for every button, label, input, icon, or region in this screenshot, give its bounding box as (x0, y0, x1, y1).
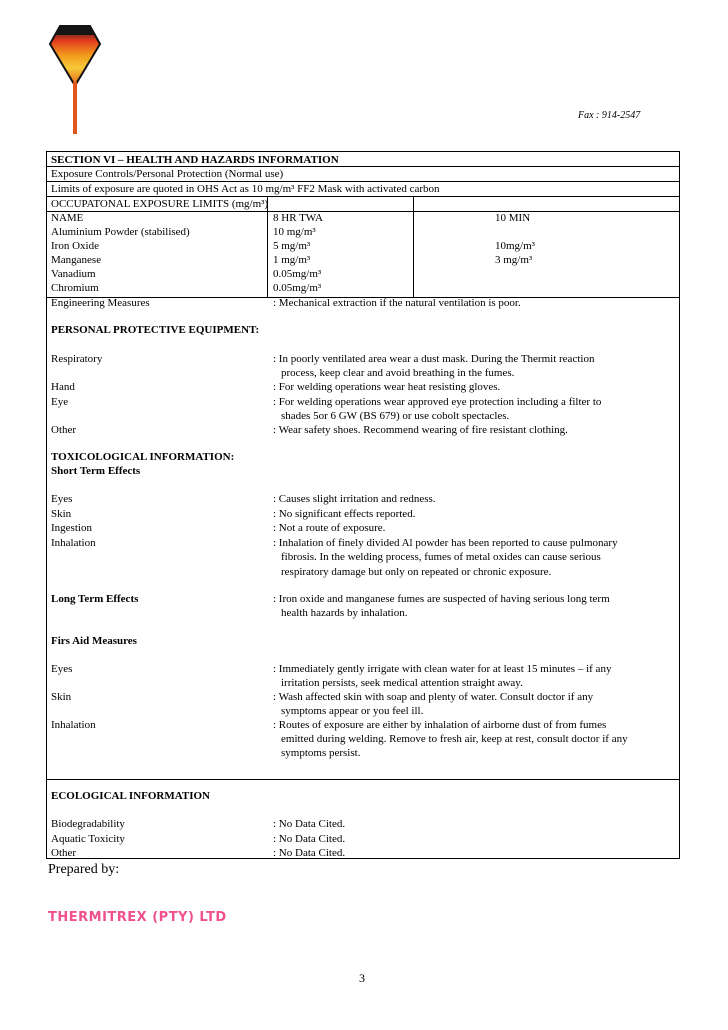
table-cell: 0.05mg/m³ (273, 282, 322, 294)
table-header: 8 HR TWA (273, 212, 323, 224)
respiratory-label: Respiratory (51, 353, 103, 365)
tox-inhalation-text: respiratory damage but only on repeated or chronic exposure. (281, 566, 552, 578)
tox-skin-text: : No significant effects reported. (273, 508, 416, 520)
health-hazards-section (46, 151, 680, 859)
first-aid-skin-label: Skin (51, 691, 72, 703)
fax-number: Fax : 914-2547 (578, 110, 641, 121)
tox-ingestion-label: Ingestion (51, 522, 92, 534)
table-column-divider (267, 196, 268, 297)
company-name: THERMITREX (PTY) LTD (48, 910, 227, 925)
first-aid-title: Firs Aid Measures (51, 635, 137, 647)
first-aid-inhalation-label: Inhalation (51, 719, 96, 731)
eco-other-value: : No Data Cited. (273, 847, 346, 859)
first-aid-skin-text: : Wash affected skin with soap and plenty of water. Consult doctor if any (273, 691, 594, 703)
tox-inhalation-text: : Inhalation of finely divided Al powder has been reported to cause pulmonary (273, 537, 618, 549)
first-aid-inhalation-text: : Routes of exposure are either by inhalation of airborne dust of from fumes (273, 719, 607, 731)
first-aid-eyes-text: : Immediately gently irrigate with clean water for at least 15 minutes – if any (273, 663, 612, 675)
page-number: 3 (359, 971, 365, 985)
table-cell: Manganese (51, 254, 102, 266)
section-title: SECTION VI – HEALTH AND HAZARDS INFORMATION (51, 154, 339, 166)
tox-ingestion-text: : Not a route of exposure. (273, 522, 386, 534)
first-aid-inhalation-text: emitted during welding. Remove to fresh air, keep at rest, consult doctor if any (281, 733, 628, 745)
exposure-controls: Exposure Controls/Personal Protection (Normal use) (51, 168, 284, 180)
biodeg-label: Biodegradability (51, 818, 125, 830)
table-cell: Chromium (51, 282, 99, 294)
tox-inhalation-text: fibrosis. In the welding process, fumes of metal oxides can cause serious (281, 551, 601, 563)
first-aid-skin-text: symptoms appear or you feel ill. (281, 705, 424, 717)
table-header: NAME (51, 212, 84, 224)
respiratory-text: process, keep clear and avoid breathing in the fumes. (281, 367, 515, 379)
table-cell: 5 mg/m³ (273, 240, 311, 252)
engineering-value: : Mechanical extraction if the natural ventilation is poor. (273, 297, 521, 309)
table-cell: 10mg/m³ (495, 240, 535, 252)
engineering-label: Engineering Measures (51, 297, 150, 309)
short-term-title: Short Term Effects (51, 465, 141, 477)
long-term-text: : Iron oxide and manganese fumes are suspected of having serious long term (273, 593, 610, 605)
table-cell: Aluminium Powder (stabilised) (51, 226, 190, 238)
table-header: 10 MIN (495, 212, 531, 224)
biodeg-value: : No Data Cited. (273, 818, 346, 830)
tox-skin-label: Skin (51, 508, 72, 520)
divider (47, 779, 679, 780)
eco-title: ECOLOGICAL INFORMATION (51, 790, 211, 802)
first-aid-eyes-label: Eyes (51, 663, 73, 675)
occupational-title: OCCUPATONAL EXPOSURE LIMITS (mg/m³) (51, 198, 269, 210)
respiratory-text: : In poorly ventilated area wear a dust mask. During the Thermit reaction (273, 353, 595, 365)
table-cell: Vanadium (51, 268, 96, 280)
table-cell: 3 mg/m³ (495, 254, 533, 266)
tox-eyes-label: Eyes (51, 493, 73, 505)
table-cell: Iron Oxide (51, 240, 99, 252)
crucible-logo-icon (40, 22, 110, 138)
eye-label: Eye (51, 396, 69, 408)
table-cell: 10 mg/m³ (273, 226, 316, 238)
eye-text: shades 5or 6 GW (BS 679) or use cobolt spectacles. (281, 410, 510, 422)
hand-label: Hand (51, 381, 75, 393)
tox-inhalation-label: Inhalation (51, 537, 96, 549)
divider (47, 211, 679, 212)
long-term-title: Long Term Effects (51, 593, 139, 605)
tox-title: TOXICOLOGICAL INFORMATION: (51, 451, 235, 463)
aquatic-value: : No Data Cited. (273, 833, 346, 845)
table-cell: 1 mg/m³ (273, 254, 311, 266)
eco-other-label: Other (51, 847, 77, 859)
first-aid-inhalation-text: symptoms persist. (281, 747, 361, 759)
first-aid-eyes-text: irritation persists, seek medical attention straight away. (281, 677, 523, 689)
table-column-divider (413, 196, 414, 297)
aquatic-label: Aquatic Toxicity (51, 833, 125, 845)
limits-note: Limits of exposure are quoted in OHS Act as 10 mg/m³ FF2 Mask with activated carbon (51, 183, 440, 195)
long-term-text: health hazards by inhalation. (281, 607, 408, 619)
hand-text: : For welding operations wear heat resisting gloves. (273, 381, 501, 393)
eye-text: : For welding operations wear approved eye protection including a filter to (273, 396, 602, 408)
other-label: Other (51, 424, 77, 436)
tox-eyes-text: : Causes slight irritation and redness. (273, 493, 436, 505)
other-text: : Wear safety shoes. Recommend wearing of fire resistant clothing. (273, 424, 568, 436)
ppe-title: PERSONAL PROTECTIVE EQUIPMENT: (51, 324, 260, 336)
prepared-by: Prepared by: (48, 862, 120, 877)
table-cell: 0.05mg/m³ (273, 268, 322, 280)
